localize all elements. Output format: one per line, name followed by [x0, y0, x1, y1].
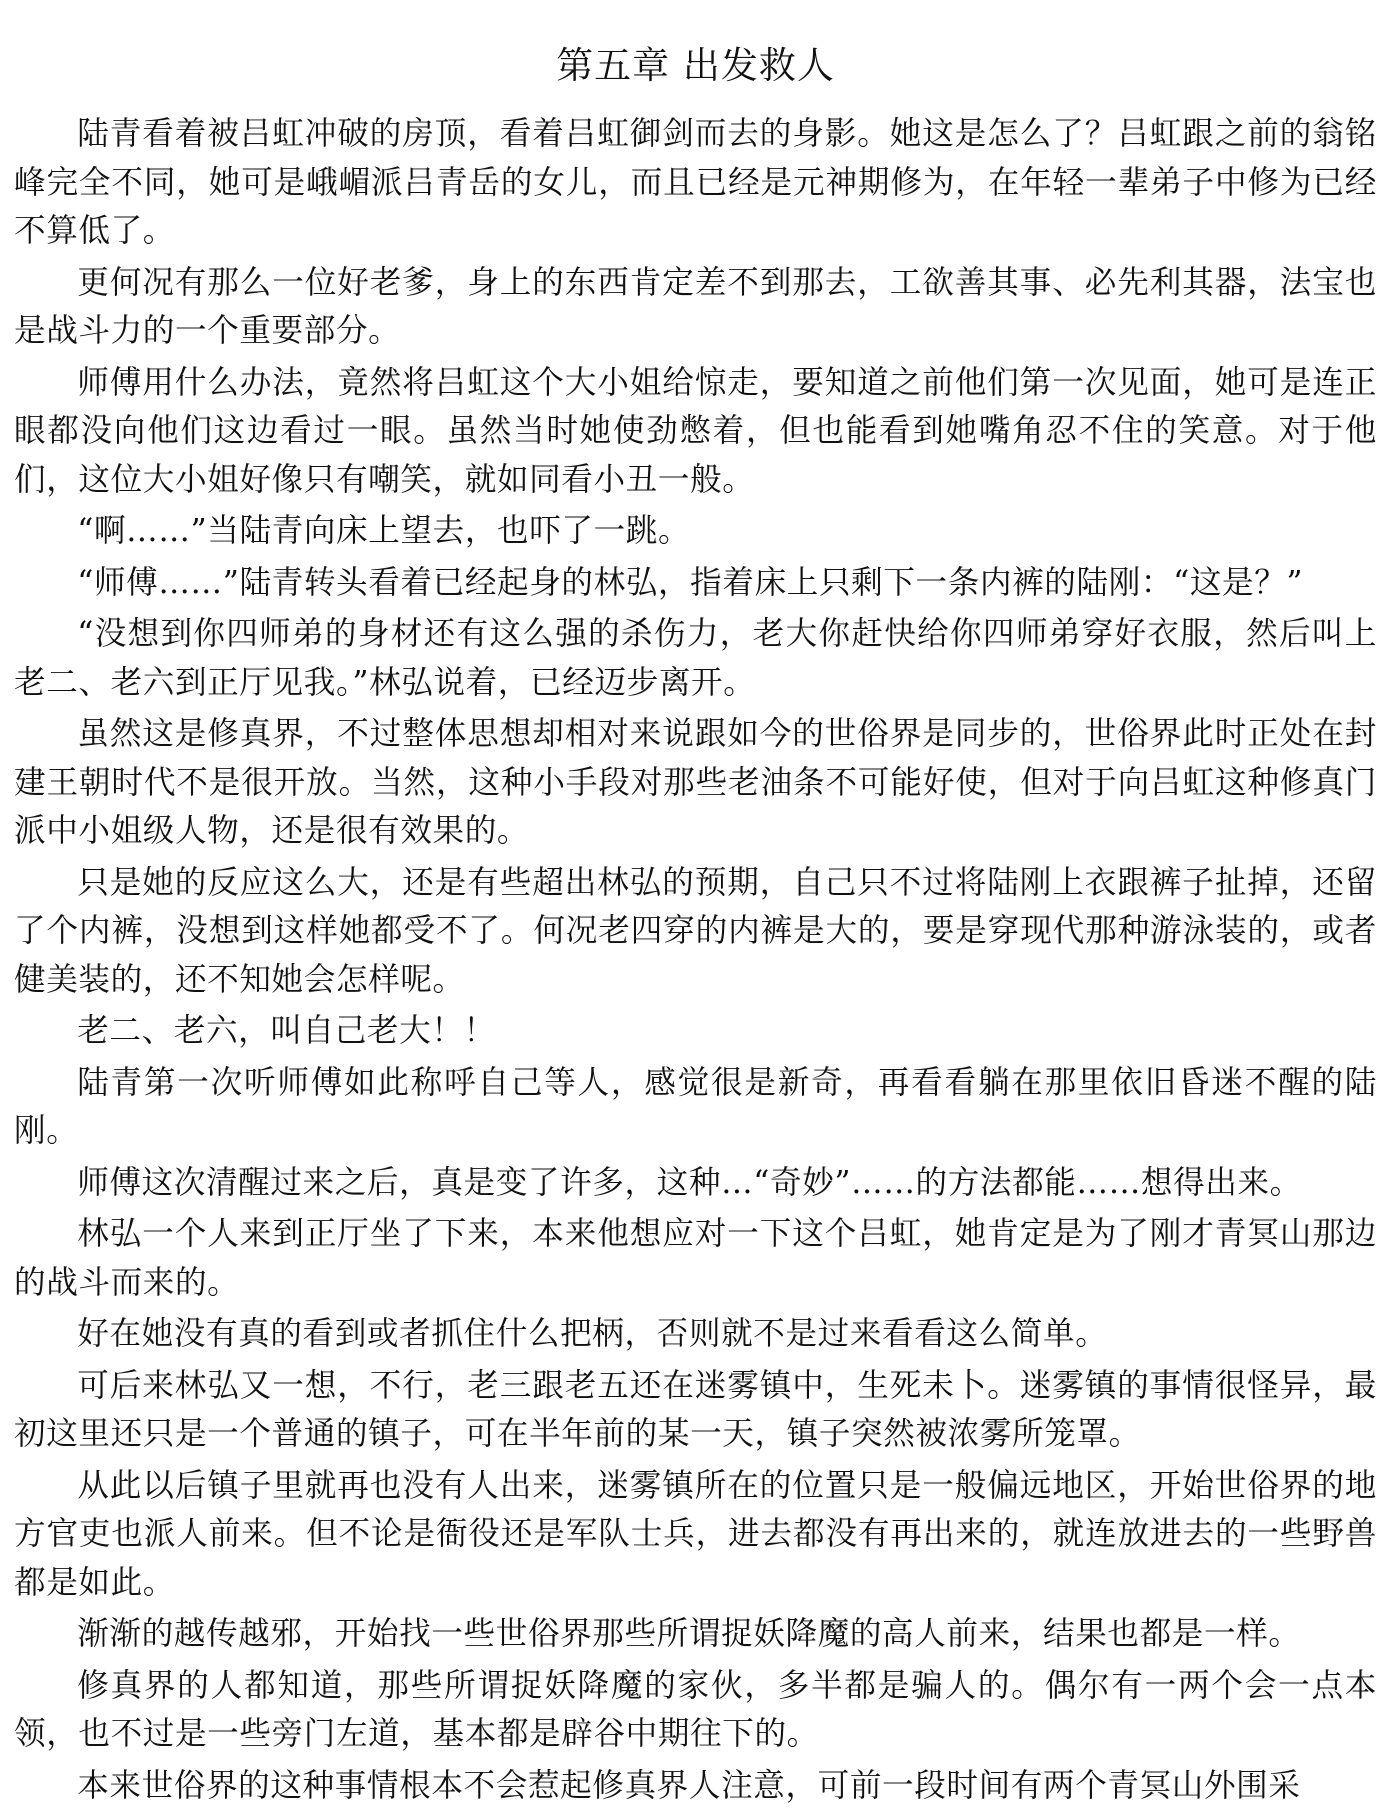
paragraph: 师傅这次清醒过来之后，真是变了许多，这种…“奇妙”……的方法都能……想得出来。: [77, 1164, 1302, 1201]
paragraph: 渐渐的越传越邪，开始找一些世俗界那些所谓捉妖降魔的高人前来，结果也都是一样。: [77, 1616, 1301, 1652]
paragraph: 只是她的反应这么大，还是有些超出林弘的预期，自己只不过将陆刚上衣跟裤子扯掉，还留了个内裤，没想到这样她都受不了。何况老四穿的内裤是大的，要是穿现代那种游泳装的，或者健美装的，还不知她会怎样呢。: [14, 864, 1377, 998]
document-page: [14, 44, 1377, 1813]
paragraph: 好在她没有真的看到或者抓住什么把柄，否则就不是过来看看这么简单。: [77, 1316, 1108, 1352]
paragraph: 师傅用什么办法，竟然将吕虹这个大小姐给惊走，要知道之前他们第一次见面，她可是连正眼都没向他们这边看过一眼。虽然当时她使劲憋着，但也能看到她嘴角忍不住的笑意。对于他们，这位大小姐好像只有嘲笑，就如同看小丑一般。: [14, 364, 1377, 498]
paragraph: 陆青第一次听师傅如此称呼自己等人，感觉很是新奇，再看看躺在那里依旧昏迷不醒的陆刚。: [14, 1064, 1377, 1149]
paragraph: “师傅……”陆青转头看着已经起身的林弘，指着床上只剩下一条内裤的陆刚：“这是？”: [77, 564, 1304, 601]
chapter-body: [14, 110, 1377, 1810]
paragraph: “啊……”当陆青向床上望去，也吓了一跳。: [77, 513, 691, 549]
paragraph: 从此以后镇子里就再也没有人出来，迷雾镇所在的位置只是一般偏远地区，开始世俗界的地方官吏也派人前来。但不论是衙役还是军队士兵，进去都没有再出来的，就连放进去的一些野兽都是如此。: [14, 1467, 1377, 1601]
paragraph: 修真界的人都知道，那些所谓捉妖降魔的家伙，多半都是骗人的。偶尔有一两个会一点本领，也不过是一些旁门左道，基本都是辟谷中期往下的。: [14, 1667, 1377, 1752]
paragraph: 林弘一个人来到正厅坐了下来，本来他想应对一下这个吕虹，她肯定是为了刚才青冥山那边的战斗而来的。: [14, 1216, 1377, 1301]
paragraph: 可后来林弘又一想，不行，老三跟老五还在迷雾镇中，生死未卜。迷雾镇的事情很怪异，最初这里还只是一个普通的镇子，可在半年前的某一天，镇子突然被浓雾所笼罩。: [14, 1367, 1377, 1452]
paragraph: 陆青看着被吕虹冲破的房顶，看着吕虹御剑而去的身影。她这是怎么了？吕虹跟之前的翁铭峰完全不同，她可是峨嵋派吕青岳的女儿，而且已经是元神期修为，在年轻一辈弟子中修为已经不算低了。: [14, 116, 1377, 249]
chapter-title: 第五章 出发救人: [556, 44, 835, 87]
paragraph: 虽然这是修真界，不过整体思想却相对来说跟如今的世俗界是同步的，世俗界此时正处在封建王朝时代不是很开放。当然，这种小手段对那些老油条不可能好使，但对于向吕虹这种修真门派中小姐级人物，还是很有效果的。: [14, 716, 1377, 849]
paragraph: “没想到你四师弟的身材还有这么强的杀伤力，老大你赶快给你四师弟穿好衣服，然后叫上老二、老六到正厅见我。”林弘说着，已经迈步离开。: [14, 616, 1377, 701]
paragraph: 老二、老六，叫自己老大！！: [77, 1013, 496, 1049]
paragraph: 更何况有那么一位好老爹，身上的东西肯定差不到那去，工欲善其事、必先利其器，法宝也是战斗力的一个重要部分。: [14, 264, 1377, 349]
paragraph: 本来世俗界的这种事情根本不会惹起修真界人注意，可前一段时间有两个青冥山外围采: [77, 1767, 1301, 1804]
